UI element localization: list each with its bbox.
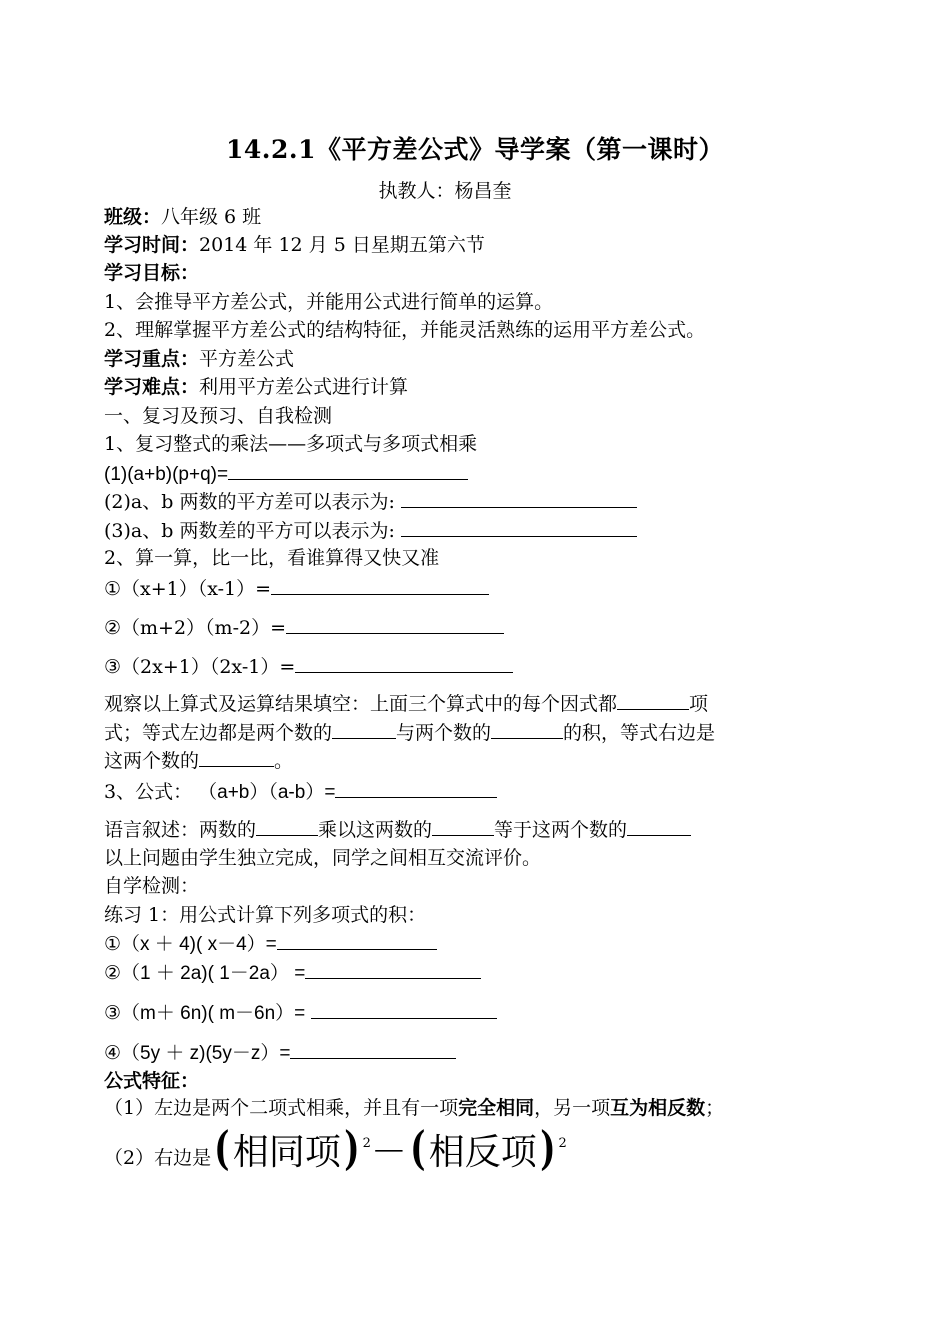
note-line: 以上问题由学生独立完成，同学之间相互交流评价。 xyxy=(104,847,542,869)
answer-blank[interactable] xyxy=(290,1040,456,1059)
calc-q2-text: ②（m+2）（m-2）= xyxy=(104,617,287,639)
calc-title: 2、算一算，比一比，看谁算得又快又准 xyxy=(104,547,440,569)
feature-2 xyxy=(104,1121,567,1180)
square-exponent: 2 xyxy=(558,1136,567,1151)
answer-blank[interactable] xyxy=(311,1000,497,1019)
lang-c: 等于这两个数的 xyxy=(494,819,628,841)
observe-line-1 xyxy=(104,691,708,716)
review-q3-text: (3)a、b 两数差的平方可以表示为: xyxy=(104,520,395,542)
feature-label: 公式特征： xyxy=(104,1070,200,1092)
opposite-term: 相反项 xyxy=(428,1132,537,1173)
class-label: 班级： xyxy=(104,206,162,228)
class-line xyxy=(104,205,261,229)
observe-2b: 与两个数的 xyxy=(396,722,492,744)
calc-q1-text: ①（x+1）（x-1）= xyxy=(104,578,272,600)
right-paren: ) xyxy=(539,1121,556,1175)
feature-1d: 互为相反数 xyxy=(610,1097,706,1119)
language-line xyxy=(104,817,691,842)
observe-line-3 xyxy=(104,748,293,773)
ex-q2-text: ②（1 ＋ 2a)( 1－2a） = xyxy=(104,963,306,984)
calc-q2 xyxy=(104,615,504,640)
goal-2: 2、理解掌握平方差公式的结构特征，并能灵活熟练的运用平方差公式。 xyxy=(104,319,706,341)
observe-line-2 xyxy=(104,720,715,745)
ex-q4-text: ④（5y ＋ z)(5y－z）= xyxy=(104,1043,291,1064)
feature-1b: 完全相同 xyxy=(458,1097,535,1119)
goals-label: 学习目标： xyxy=(104,262,200,284)
left-paren: ( xyxy=(410,1121,426,1175)
answer-blank[interactable] xyxy=(332,720,396,739)
answer-blank[interactable] xyxy=(271,576,489,595)
observe-2a: 式；等式左边都是两个数的 xyxy=(104,722,333,744)
feature-1a: （1）左边是两个二项式相乘，并且有一项 xyxy=(104,1097,459,1119)
review-q2-text: (2)a、b 两数的平方差可以表示为: xyxy=(104,491,395,513)
review-q1 xyxy=(104,461,468,487)
focus-value: 平方差公式 xyxy=(199,348,295,370)
answer-blank[interactable] xyxy=(228,461,468,480)
answer-blank[interactable] xyxy=(432,817,494,836)
feature-1 xyxy=(104,1096,724,1120)
square-exponent: 2 xyxy=(362,1136,371,1151)
observe-3a: 这两个数的 xyxy=(104,750,200,772)
answer-blank[interactable] xyxy=(295,654,513,673)
observe-1a: 观察以上算式及运算结果填空：上面三个算式中的每个因式都 xyxy=(104,693,618,715)
difficulty-value: 利用平方差公式进行计算 xyxy=(199,376,409,398)
formula-label: 3、公式： xyxy=(104,781,193,803)
self-check-label: 自学检测： xyxy=(104,875,200,897)
answer-blank[interactable] xyxy=(401,489,637,508)
review-title: 1、复习整式的乘法——多项式与多项式相乘 xyxy=(104,433,478,455)
review-q3 xyxy=(104,518,637,543)
exercise-q3 xyxy=(104,1000,497,1026)
answer-blank[interactable] xyxy=(286,615,504,634)
left-paren: ( xyxy=(214,1121,230,1175)
exercise-q2 xyxy=(104,960,481,986)
observe-2c: 的积，等式右边是 xyxy=(563,722,716,744)
exercise-q4 xyxy=(104,1040,456,1066)
lang-b: 乘以这两数的 xyxy=(318,819,433,841)
goal-1: 1、会推导平方差公式，并能用公式进行简单的运算。 xyxy=(104,291,554,313)
minus-sign: － xyxy=(370,1132,407,1173)
formula-expr: （a+b）（a-b）= xyxy=(198,782,336,803)
teacher-line: 执教人：杨昌奎 xyxy=(378,180,512,202)
time-line xyxy=(104,233,485,257)
right-paren: ) xyxy=(344,1121,360,1175)
review-q1-text: (1)(a+b)(p+q)= xyxy=(104,464,229,485)
ex-q3-text: ③（m＋ 6n)( m－6n）= xyxy=(104,1003,306,1024)
difficulty-label: 学习难点： xyxy=(104,376,200,398)
observe-3b: 。 xyxy=(274,750,294,772)
time-label: 学习时间： xyxy=(104,234,200,256)
feature-1e: ； xyxy=(705,1097,725,1119)
difficulty-line xyxy=(104,375,408,399)
calc-q3-text: ③（2x+1）（2x-1）= xyxy=(104,656,296,678)
page-title: 14.2.1《平方差公式》导学案（第一课时） xyxy=(226,135,724,164)
time-value: 2014 年 12 月 5 日星期五第六节 xyxy=(199,234,485,256)
answer-blank[interactable] xyxy=(617,691,689,710)
calc-q1 xyxy=(104,576,489,601)
answer-blank[interactable] xyxy=(627,817,691,836)
calc-q3 xyxy=(104,654,513,679)
feature-1c: ，另一项 xyxy=(534,1097,611,1119)
ex-q1-text: ①（x ＋ 4)( x－4）= xyxy=(104,934,277,955)
answer-blank[interactable] xyxy=(335,779,497,798)
observe-1b: 项 xyxy=(689,693,709,715)
formula-line xyxy=(104,779,497,805)
same-term: 相同项 xyxy=(232,1132,341,1173)
answer-blank[interactable] xyxy=(277,931,437,950)
answer-blank[interactable] xyxy=(491,720,563,739)
lang-a: 语言叙述：两数的 xyxy=(104,819,257,841)
review-q2 xyxy=(104,489,637,514)
class-value: 八年级 6 班 xyxy=(161,206,262,228)
section-1-heading: 一、复习及预习、自我检测 xyxy=(104,405,333,427)
focus-label: 学习重点： xyxy=(104,348,200,370)
exercise-title: 练习 1：用公式计算下列多项式的积： xyxy=(104,904,427,926)
focus-line xyxy=(104,347,294,371)
exercise-q1 xyxy=(104,931,437,957)
answer-blank[interactable] xyxy=(199,748,274,767)
feature-2a: （2）右边是 xyxy=(104,1147,212,1169)
answer-blank[interactable] xyxy=(305,960,481,979)
answer-blank[interactable] xyxy=(256,817,318,836)
answer-blank[interactable] xyxy=(401,518,637,537)
